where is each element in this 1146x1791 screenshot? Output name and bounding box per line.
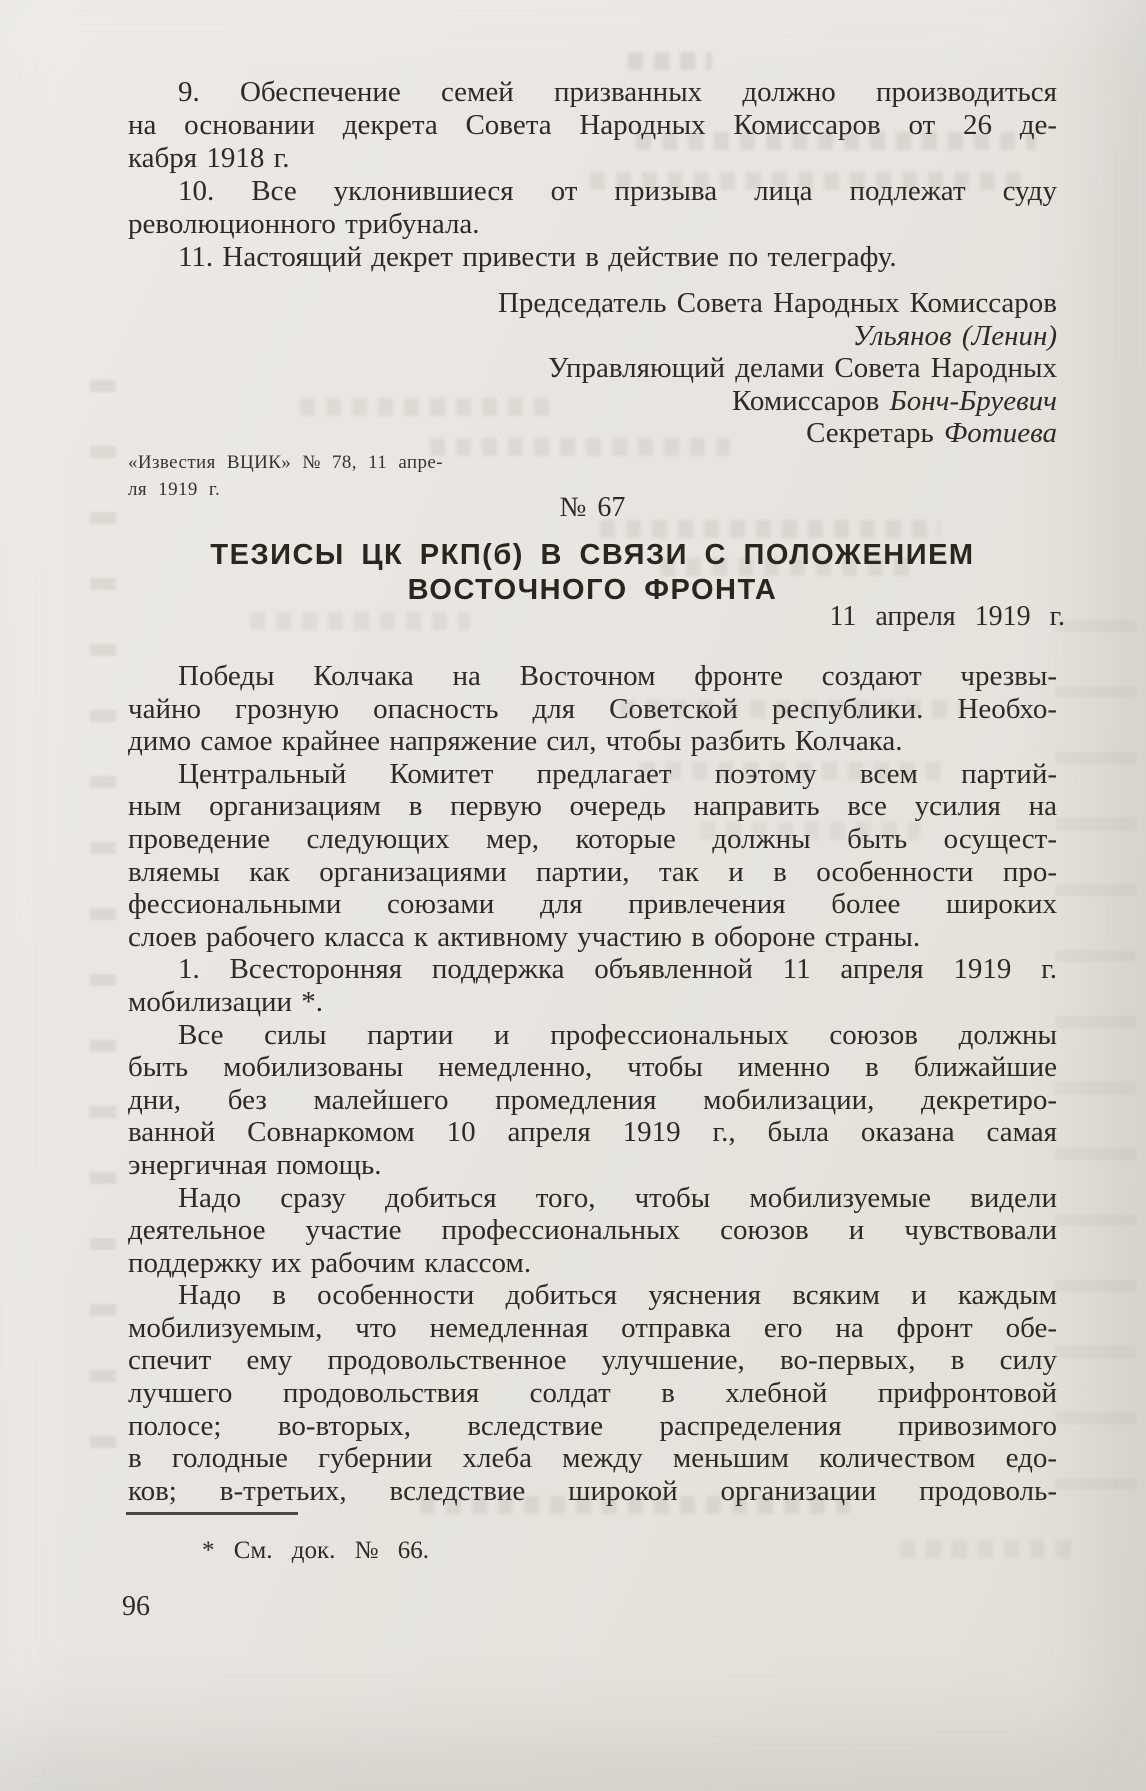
document-number: № 67 xyxy=(559,492,626,523)
bleedthrough-smudge xyxy=(628,52,712,70)
document-title-line: ВОСТОЧНОГО ФРОНТА xyxy=(407,574,778,606)
footnote-rule xyxy=(126,1512,298,1515)
footnote: * См. док. № 66. xyxy=(202,1537,429,1564)
source-citation-line: «Известия ВЦИК» № 78, 11 апре- xyxy=(128,452,443,473)
bleedthrough-smudge xyxy=(1056,620,1136,1520)
text-line: Победы Колчака на Восточном фронте создают чрезвы- xyxy=(178,660,1057,692)
document-date: 11 апреля 1919 г. xyxy=(829,601,1065,632)
text-line: Все силы партии и профессиональных союзов должны xyxy=(178,1018,1057,1051)
text-line: энергичная помощь. xyxy=(128,1148,382,1181)
text-line: фессиональными союзами для привлечения более широких xyxy=(128,888,1057,921)
signature-role: Комиссаров xyxy=(731,384,890,417)
previous-document-ending xyxy=(128,76,1057,274)
signature-line xyxy=(128,417,1057,450)
signature-line xyxy=(128,287,1057,320)
text-line: Надо сразу добиться того, чтобы мобилизуемые видели xyxy=(178,1181,1057,1214)
text-line: 9. Обеспечение семей призванных должно производиться xyxy=(178,76,1057,108)
text-line: кабря 1918 г. xyxy=(128,142,290,174)
text-line: быть мобилизованы немедленно, чтобы именно в ближайшие xyxy=(128,1051,1057,1084)
signature-role: Секретарь xyxy=(806,417,944,449)
text-line: революционного трибунала. xyxy=(128,208,480,240)
text-line: Надо в особенности добиться уяснения всяким и каждым xyxy=(178,1279,1057,1312)
signature-block xyxy=(128,287,1057,450)
text-line: полосе; во-вторых, вследствие распределения привозимого xyxy=(128,1409,1057,1442)
text-line: мобилизации *. xyxy=(128,985,324,1018)
text-line: деятельное участие профессиональных союзов и чувствовали xyxy=(128,1214,1057,1247)
document-body xyxy=(128,660,1057,1507)
text-line: Центральный Комитет предлагает поэтому всем партий- xyxy=(178,757,1057,790)
text-line: ков; в-третьих, вследствие широкой организации продоволь- xyxy=(128,1474,1057,1507)
signature-line xyxy=(128,320,1057,353)
text-line: 11. Настоящий декрет привести в действие по телеграфу. xyxy=(178,241,897,273)
signature-name: Бонч-Бруевич xyxy=(889,384,1057,417)
text-line: проведение следующих мер, которые должны быть осущест- xyxy=(128,822,1057,855)
text-line: чайно грозную опасность для Советской республики. Необхо- xyxy=(128,692,1057,725)
signature-name: Ульянов (Ленин) xyxy=(852,319,1057,352)
text-line: вляемы как организациями партии, так и в особенности про- xyxy=(128,855,1057,888)
document-title-line: ТЕЗИСЫ ЦК РКП(б) В СВЯЗИ С ПОЛОЖЕНИЕМ xyxy=(210,539,975,571)
signature-role: Управляющий делами Совета Народных xyxy=(548,352,1057,384)
document-title xyxy=(128,538,1057,608)
text-line: спечит ему продовольственное улучшение, во-первых, в силу xyxy=(128,1344,1057,1377)
text-line: на основании декрета Совета Народных Комиссаров от 26 де- xyxy=(128,109,1057,141)
signature-name: Фотиева xyxy=(943,417,1057,449)
text-line: 1. Всесторонняя поддержка объявленной 11 апреля 1919 г. xyxy=(178,953,1057,986)
page-number: 96 xyxy=(122,1591,150,1622)
bleedthrough-smudge xyxy=(90,380,116,1480)
text-line: в голодные губернии хлеба между меньшим количеством едо- xyxy=(128,1442,1057,1475)
text-line: лучшего продовольствия солдат в хлебной прифронтовой xyxy=(128,1377,1057,1410)
text-line: 10. Все уклонившиеся от призыва лица подлежат суду xyxy=(178,175,1057,207)
text-line: поддержку их рабочим классом. xyxy=(128,1246,532,1279)
text-line: ванной Совнаркомом 10 апреля 1919 г., была оказана самая xyxy=(128,1116,1057,1149)
text-line: слоев рабочего класса к активному участию в обороне страны. xyxy=(128,920,921,953)
signature-line xyxy=(128,352,1057,385)
text-line: мобилизуемым, что немедленная отправка его на фронт обе- xyxy=(128,1311,1057,1344)
text-line: димо самое крайнее напряжение сил, чтобы разбить Колчака. xyxy=(128,725,903,758)
source-citation-line: ля 1919 г. xyxy=(128,479,221,500)
text-line: дни, без малейшего промедления мобилизации, декретиро- xyxy=(128,1083,1057,1116)
signature-role: Председатель Совета Народных Комиссаров xyxy=(497,287,1057,319)
text-line: ным организациям в первую очередь направить все усилия на xyxy=(128,790,1057,823)
signature-line xyxy=(128,385,1057,418)
bleedthrough-smudge xyxy=(900,1540,1080,1558)
